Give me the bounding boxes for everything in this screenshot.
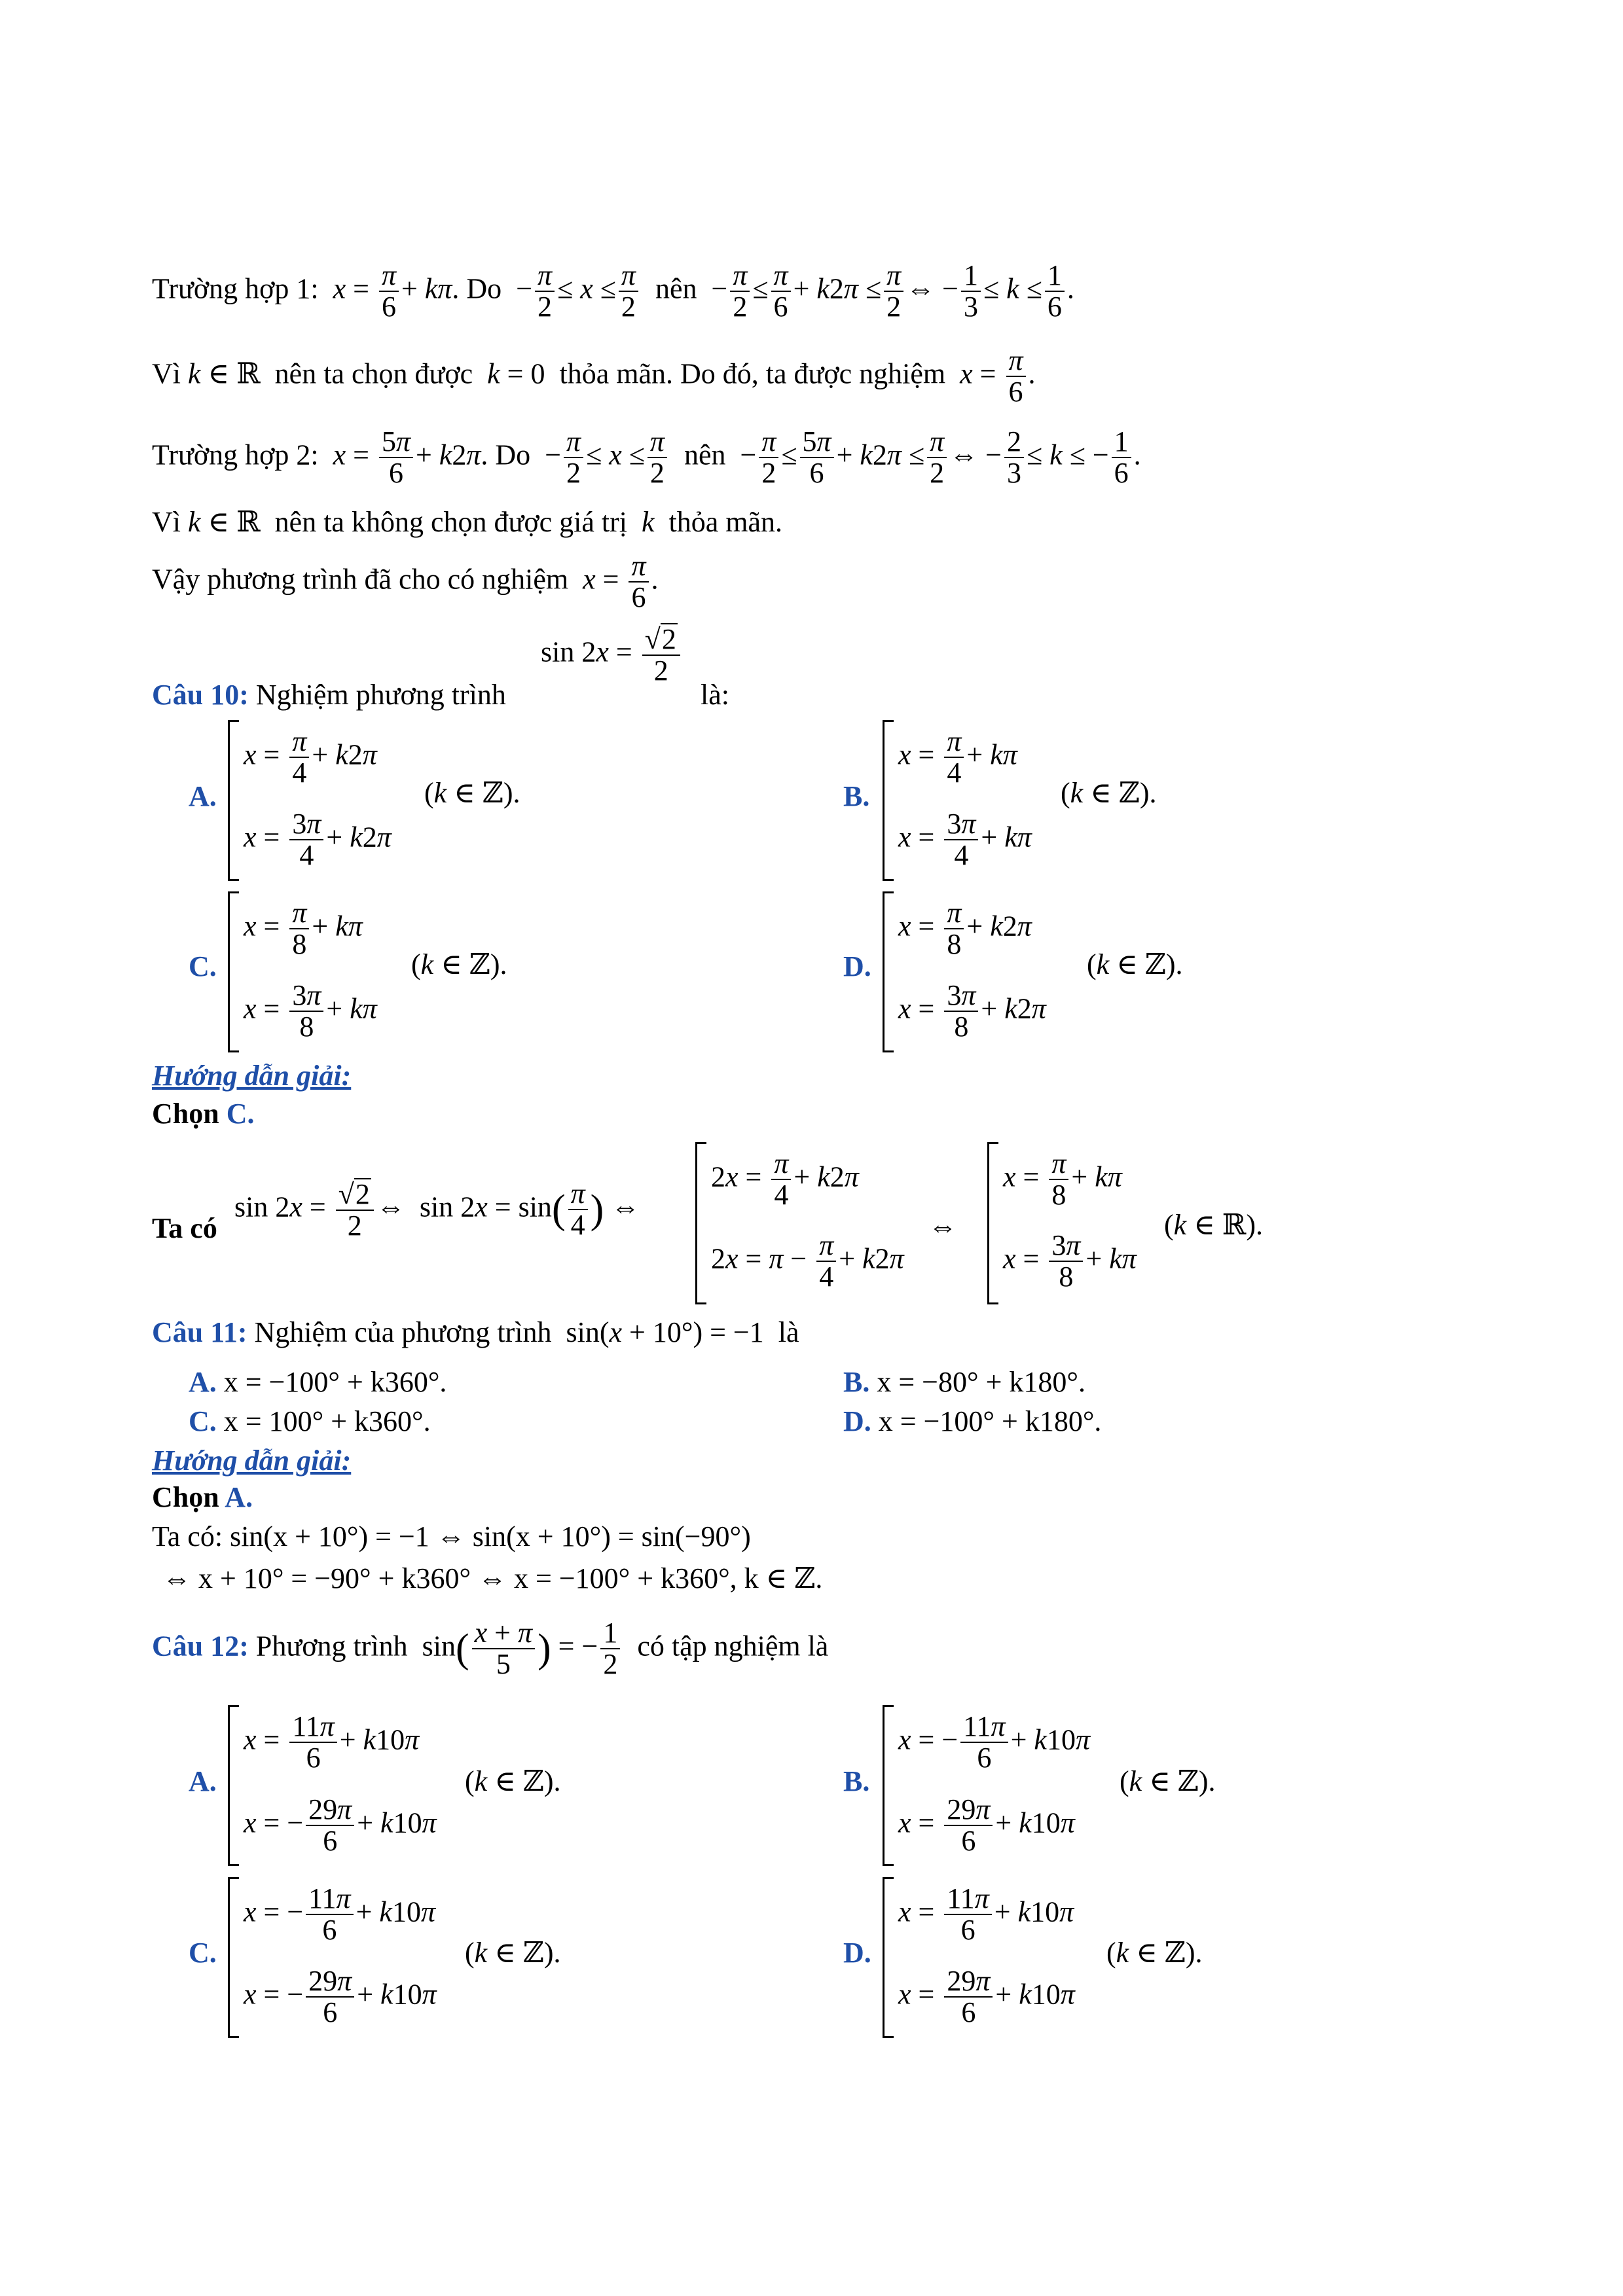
q10-option-a-line2[interactable]: x = $\frac{3\pi}{4}$ + k2π <box>244 808 392 872</box>
q12-option-c-line2[interactable]: x = − $\frac{29\pi}{6}$ + k10π <box>244 1965 437 2029</box>
q12-option-b-line2[interactable]: x = $\frac{29\pi}{6}$ + k10π <box>898 1793 1075 1857</box>
case2-label: Trường hợp 2: <box>152 439 319 471</box>
q11-option-b[interactable]: B. x = −80° + k180°. <box>843 1366 1085 1398</box>
q10-option-b-domain: (k ∈ ℤ). <box>1061 777 1157 809</box>
q11-label: Câu 11: <box>152 1316 247 1348</box>
q11-option-d[interactable]: D. x = −100° + k180°. <box>843 1405 1102 1437</box>
case1-note: Vì k ∈ ℝ nên ta chọn được k = 0 thỏa mãn. Do đó, ta được nghiệm x = $\frac{\pi}{6}$ . <box>152 344 1036 408</box>
q11-solution-line1: Ta có: sin(x + 10°) = −1 ⇔ sin(x + 10°) = sin(−90°) <box>152 1520 751 1552</box>
q12-stem: Câu 12: Phương trình sin( $\frac{x + \pi}{5}$ ) = − $\frac{1}{2}$ có tập nghiệm là <box>152 1617 829 1681</box>
q11-option-a[interactable]: A. x = −100° + k360°. <box>189 1366 447 1398</box>
q10-solution-line2: 2x = π − $\frac{\pi}{4}$ + k2π <box>711 1229 904 1293</box>
q11-option-c[interactable]: C. x = 100° + k360°. <box>189 1405 431 1437</box>
case2-note: Vì k ∈ ℝ nên ta không chọn được giá trị k thỏa mãn. <box>152 506 783 538</box>
q10-stem: Câu 10: Nghiệm phương trình <box>152 679 506 711</box>
q11-answer: Chọn A. <box>152 1481 253 1513</box>
q10-option-b-line2[interactable]: x = $\frac{3\pi}{4}$ + kπ <box>898 808 1032 872</box>
q10-solution-line1: 2x = $\frac{\pi}{4}$ + k2π <box>711 1147 859 1211</box>
q10-equation: sin 2x = $\frac{√2}{2}$ <box>541 623 683 686</box>
q12-option-a-domain: (k ∈ ℤ). <box>465 1765 561 1797</box>
q10-answer: Chọn C. <box>152 1098 255 1130</box>
bracket-icon <box>883 1705 894 1866</box>
q10-option-a-line1[interactable]: x = $\frac{\pi}{4}$ + k2π <box>244 725 377 789</box>
q10-option-b-line1[interactable]: x = $\frac{\pi}{4}$ + kπ <box>898 725 1017 789</box>
q12-option-c-domain: (k ∈ ℤ). <box>465 1937 561 1969</box>
q10-solution-domain: (k ∈ ℝ). <box>1164 1209 1263 1241</box>
q10-option-c-line1[interactable]: x = $\frac{\pi}{8}$ + kπ <box>244 897 363 961</box>
q10-label: Câu 10: <box>152 679 249 711</box>
q12-option-d-letter[interactable]: D. <box>843 1937 871 1969</box>
q12-label: Câu 12: <box>152 1630 249 1662</box>
q11-guide-heading: Hướng dẫn giải: <box>152 1444 352 1477</box>
q10-option-d-line1[interactable]: x = $\frac{\pi}{8}$ + k2π <box>898 897 1032 961</box>
q10-option-d-letter[interactable]: D. <box>843 950 871 982</box>
q11-solution-line2: ⇔ x + 10° = −90° + k360° ⇔ x = −100° + k360°, k ∈ ℤ. <box>162 1562 823 1594</box>
q12-option-d-domain: (k ∈ ℤ). <box>1106 1937 1203 1969</box>
q12-option-c-letter[interactable]: C. <box>189 1937 217 1969</box>
q12-option-b-domain: (k ∈ ℤ). <box>1120 1765 1216 1797</box>
q12-option-a-line1[interactable]: x = $\frac{11\pi}{6}$ + k10π <box>244 1710 420 1774</box>
q10-option-a-letter[interactable]: A. <box>189 780 217 812</box>
case1-line: Trường hợp 1: x = $\frac{\pi}{6}$ + kπ. Do − $\frac{\pi}{2}$ ≤ x ≤ $\frac{\pi}{2}$ nên − $\frac{\pi}{2}$ ≤ $\frac{\pi}{6}$ + k2π ≤ $\frac{\pi}{2}$ ⇔ − $\frac{1}{3}$ ≤ k ≤ $\frac{1}{6}$ . <box>152 259 1074 323</box>
q10-option-d-domain: (k ∈ ℤ). <box>1087 948 1183 980</box>
bracket-icon <box>228 891 239 1052</box>
q12-option-b-line1[interactable]: x = − $\frac{11\pi}{6}$ + k10π <box>898 1710 1090 1774</box>
case2-line: Trường hợp 2: x = $\frac{5\pi}{6}$ + k2π. Do − $\frac{\pi}{2}$ ≤ x ≤ $\frac{\pi}{2}$ nên − $\frac{\pi}{2}$ ≤ $\frac{5\pi}{6}$ + k2π ≤ $\frac{\pi}{2}$ ⇔ − $\frac{2}{3}$ ≤ k ≤ − $\frac{1}{6}$ . <box>152 425 1141 490</box>
bracket-icon <box>228 1877 239 2038</box>
q10-option-b-letter[interactable]: B. <box>843 780 870 812</box>
q12-option-b-letter[interactable]: B. <box>843 1765 870 1797</box>
bracket-icon <box>228 720 239 881</box>
q10-solution-line4: x = $\frac{3\pi}{8}$ + kπ <box>1003 1229 1137 1293</box>
q10-option-c-domain: (k ∈ ℤ). <box>411 948 507 980</box>
q10-solution-line3: x = $\frac{\pi}{8}$ + kπ <box>1003 1147 1122 1211</box>
q10-tacó: Ta có <box>152 1212 217 1244</box>
q10-solution-step1: sin 2x = $\frac{√2}{2}$ ⇔ sin 2x = sin( $\frac{\pi}{4}$ ) ⇔ <box>234 1177 640 1242</box>
q12-option-d-line2[interactable]: x = $\frac{29\pi}{6}$ + k10π <box>898 1965 1075 2029</box>
q10-option-d-line2[interactable]: x = $\frac{3\pi}{8}$ + k2π <box>898 979 1046 1043</box>
q12-option-a-line2[interactable]: x = − $\frac{29\pi}{6}$ + k10π <box>244 1793 437 1857</box>
q10-tail: là: <box>701 679 729 711</box>
q11-stem: Câu 11: Nghiệm của phương trình sin(x + 10°) = −1 là <box>152 1316 799 1348</box>
q12-option-d-line1[interactable]: x = $\frac{11\pi}{6}$ + k10π <box>898 1882 1074 1946</box>
conclusion: Vậy phương trình đã cho có nghiệm x = $\frac{\pi}{6}$ . <box>152 550 659 614</box>
q10-option-c-letter[interactable]: C. <box>189 950 217 982</box>
q10-option-a-domain: (k ∈ ℤ). <box>424 777 520 809</box>
case1-label: Trường hợp 1: <box>152 272 319 305</box>
equivalence-icon: ⇔ <box>928 1210 957 1242</box>
q12-option-c-line1[interactable]: x = − $\frac{11\pi}{6}$ + k10π <box>244 1882 435 1946</box>
bracket-icon <box>883 1877 894 2038</box>
bracket-icon <box>695 1142 706 1304</box>
q12-option-a-letter[interactable]: A. <box>189 1765 217 1797</box>
bracket-icon <box>883 720 894 881</box>
bracket-icon <box>987 1142 998 1304</box>
bracket-icon <box>883 891 894 1052</box>
bracket-icon <box>228 1705 239 1866</box>
q10-guide-heading: Hướng dẫn giải: <box>152 1060 352 1092</box>
q10-option-c-line2[interactable]: x = $\frac{3\pi}{8}$ + kπ <box>244 979 377 1043</box>
